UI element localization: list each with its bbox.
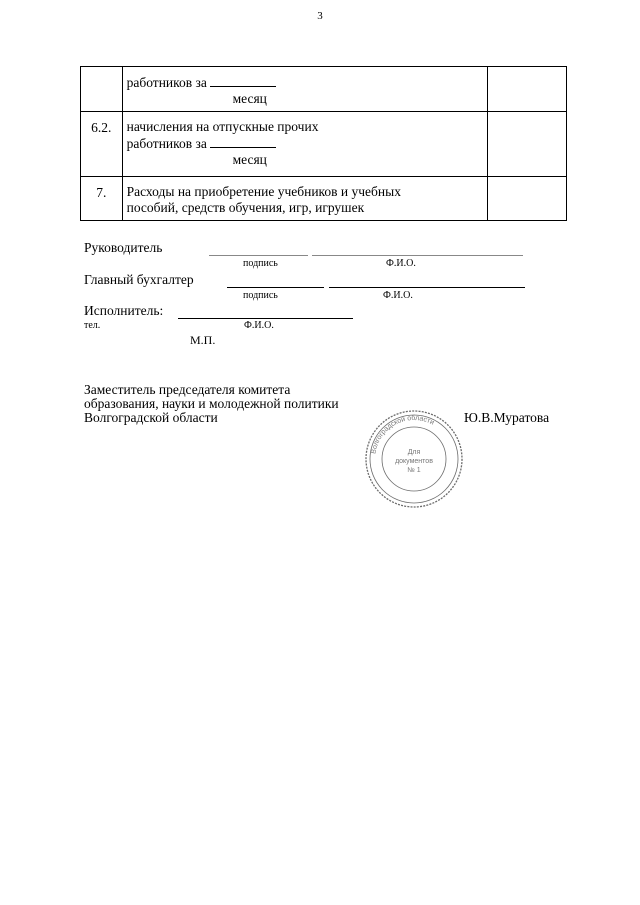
executor-name-line (178, 318, 353, 319)
row-value-cell (488, 67, 567, 112)
table-row (81, 177, 567, 221)
row-text (122, 177, 488, 221)
closing-line: Волгоградской области (84, 410, 218, 425)
svg-text:Волгоградской области (370, 414, 435, 455)
row-text-line: Расходы на приобретение учебников и учебных (126, 184, 401, 199)
head-name-caption: Ф.И.О. (386, 258, 416, 269)
head-label: Руководитель (84, 240, 163, 255)
blank-line (210, 135, 276, 148)
row-text-line: начисления на отпускные прочих (126, 119, 319, 134)
row-number (81, 67, 123, 112)
chief-accountant-name-caption: Ф.И.О. (383, 290, 413, 301)
chief-accountant-sign-caption: подпись (243, 290, 278, 301)
row-text-line: работников за (126, 136, 207, 151)
page-number: 3 (317, 10, 323, 22)
closing-line: Заместитель председателя комитета (84, 382, 291, 397)
closing-block (84, 383, 339, 425)
stamp-center-line: Для (407, 449, 421, 456)
row-text-line: пособий, средств обучения, игр, игрушек (126, 200, 365, 215)
executor-phone-label: тел. (84, 320, 101, 331)
chief-accountant-sign-line (227, 287, 324, 288)
table-row (81, 67, 567, 112)
row-number: 7. (81, 177, 123, 221)
row-unit: месяц (232, 152, 267, 167)
table-row (81, 112, 567, 177)
stamp-center-line: документов (395, 458, 433, 465)
closing-line: образования, науки и молодежной политики (84, 396, 339, 411)
row-text (122, 67, 488, 112)
executor-name-caption: Ф.И.О. (244, 320, 274, 331)
executor-label: Исполнитель: (84, 303, 164, 318)
row-text-line: работников за (126, 75, 207, 90)
blank-line (210, 74, 276, 87)
row-value-cell (488, 112, 567, 177)
expenses-table (80, 66, 567, 221)
head-sign-line (209, 255, 308, 256)
head-name-line (312, 255, 523, 256)
row-text (122, 112, 488, 177)
row-unit: месяц (232, 91, 267, 106)
signer-name: Ю.В.Муратова (464, 410, 550, 425)
official-stamp (359, 409, 469, 509)
head-sign-caption: подпись (243, 258, 278, 269)
stamp-ring-text: Волгоградской области (370, 414, 436, 455)
row-value-cell (488, 177, 567, 221)
stamp-center-line: № 1 (407, 467, 421, 474)
seal-place: М.П. (190, 333, 216, 347)
row-number: 6.2. (81, 112, 123, 177)
chief-accountant-name-line (329, 287, 525, 288)
chief-accountant-label: Главный бухгалтер (84, 272, 194, 287)
